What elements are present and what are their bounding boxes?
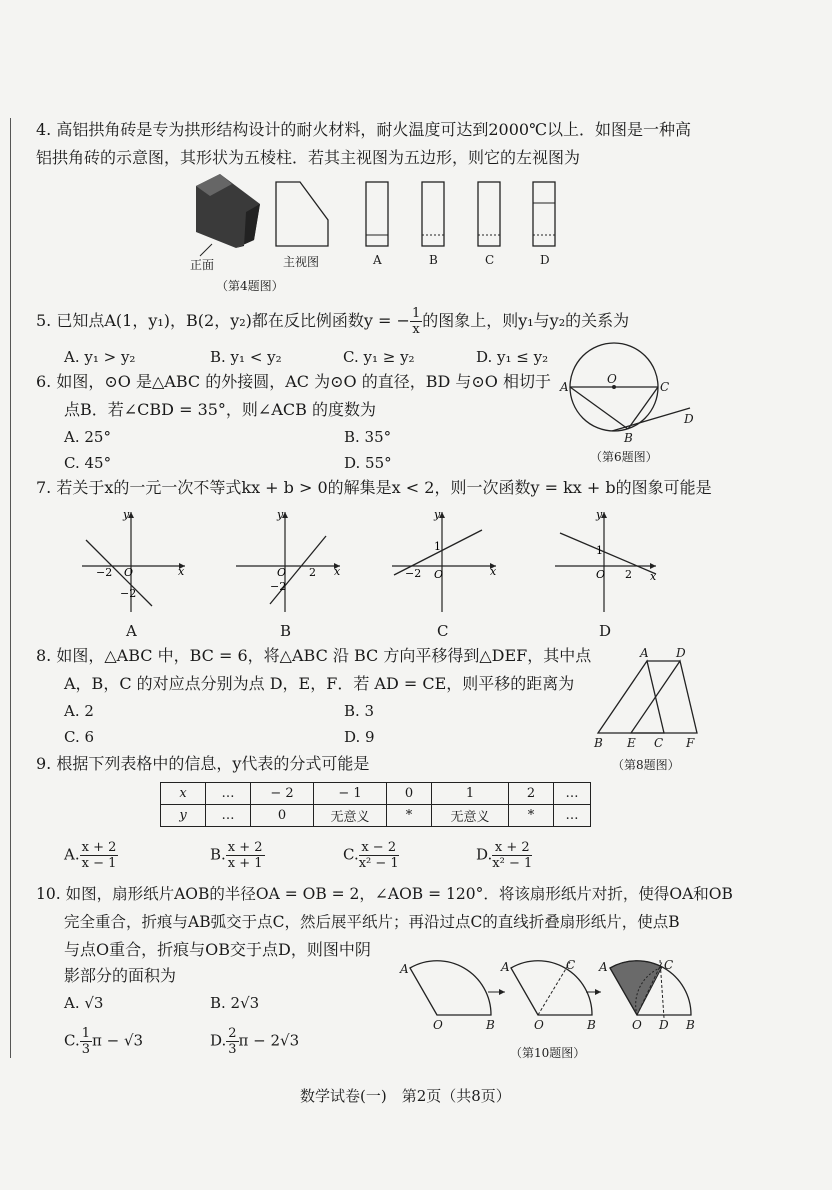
q5-frac-num: 1 [411,306,421,321]
table-cell: … [554,783,591,805]
option-label: D. [210,1031,227,1050]
q10-caption: （第10题图） [510,1046,586,1060]
q7c-o: O [434,568,444,581]
option-label: C. [343,845,359,864]
option-label: C. [64,1031,80,1050]
q7c-xint: −2 [405,567,422,580]
front-face-label: 正面 [190,258,215,272]
q4-label-a: A [373,253,382,267]
q6-label-b: B [624,431,633,445]
option-tail: π − √3 [92,1031,144,1050]
q4-label-c: C [485,253,495,267]
q5-option-c: C. y₁ ≥ y₂ [343,348,415,366]
q9-line1: 9. 根据下列表格中的信息，y代表的分式可能是 [36,754,370,773]
frac-den: 3 [228,1042,237,1057]
q7c-x: x [490,565,497,578]
q7a-x: x [178,565,185,578]
frac-den: x + 1 [227,856,263,871]
q7c-y: y [434,508,441,521]
q10-line1: 10. 如图，扇形纸片AOB的半径OA = OB = 2，∠AOB = 120°．将该扇形纸片对折，使得OA和OB [36,885,733,903]
q10-label-a3: A [599,960,608,974]
q10-line4: 影部分的面积为 [64,966,177,985]
q8-option-c: C. 6 [64,728,95,746]
table-cell: * [509,805,554,827]
q10-label-c2: C [566,958,576,972]
q7b-xint: 2 [309,566,316,579]
q7-label-c: C [437,622,449,640]
q10-label-a1: A [400,962,409,976]
frac-num: 1 [81,1026,90,1041]
q10-label-d3: D [659,1018,669,1032]
table-cell: x [161,783,206,805]
q10-label-o3: O [632,1018,642,1032]
q4-label-b: B [429,253,438,267]
table-cell: … [206,783,251,805]
q10-label-o2: O [534,1018,544,1032]
q8-label-b: B [594,736,603,750]
q4-caption: （第4题图） [216,279,284,293]
q8-label-c: C [654,736,664,750]
frac-num: x − 2 [359,840,399,856]
table-cell: * [387,805,432,827]
q6-label-a: A [560,380,569,394]
frac-den: x² − 1 [492,856,533,871]
q10-label-c3: C [664,958,674,972]
q6-label-d: D [684,412,694,426]
q8-option-a: A. 2 [64,702,94,720]
q6-option-c: C. 45° [64,454,112,472]
q7-label-d: D [599,622,612,640]
option-label: D. [476,845,493,864]
q4-line2: 铝拱角砖的示意图，其形状为五棱柱．若其主视图为五边形，则它的左视图为 [36,148,581,167]
q10-label-a2: A [501,960,510,974]
q5-text-a: 5. 已知点A(1，y₁)，B(2，y₂)都在反比例函数y = − [36,311,410,330]
q6-line1: 6. 如图，⊙O 是△ABC 的外接圆，AC 为⊙O 的直径，BD 与⊙O 相切于 [36,372,551,391]
q7a-y: y [123,508,130,521]
table-cell: − 1 [314,783,387,805]
q10-option-b: B. 2√3 [210,994,260,1012]
frac-num: x + 2 [227,840,263,855]
sector-3 [610,960,691,1018]
frac-den: x − 1 [81,856,117,871]
q7a-o: O [124,566,134,579]
q8-label-f: F [686,736,695,750]
table-cell: − 2 [251,783,314,805]
sector-2 [511,961,592,1015]
q5-option-a: A. y₁ > y₂ [64,348,136,366]
table-cell: y [161,805,206,827]
q8-option-d: D. 9 [344,728,375,746]
q4-label-d: D [540,253,550,267]
q7c-yint: 1 [434,540,441,553]
q8-label-d: D [676,646,686,660]
q6-label-o: O [607,372,617,386]
sector-1 [410,961,491,1015]
q4-line1: 4. 高铝拱角砖是专为拱形结构设计的耐火材料，耐火温度可达到2000℃以上．如图是一种高 [36,120,691,139]
q7d-yint: 1 [596,544,603,557]
page-footer: 数学试卷(一) 第2页（共8页） [300,1087,511,1105]
q7-line1: 7. 若关于x的一元一次不等式kx + b > 0的解集是x < 2，则一次函数y = kx + b的图象可能是 [36,478,712,497]
table-cell: 0 [251,805,314,827]
q10-label-b1: B [486,1018,495,1032]
q6-option-b: B. 35° [344,428,392,446]
option-label: A. [64,845,80,864]
q7b-o: O [277,566,287,579]
q7b-x: x [334,565,341,578]
q10-line2: 完全重合，折痕与AB弧交于点C，然后展平纸片；再沿过点C的直线折叠扇形纸片，使点B [64,913,680,931]
option-label: B. [210,845,226,864]
frac-den: x² − 1 [358,856,399,871]
q10-label-o1: O [433,1018,443,1032]
q5-option-b: B. y₁ < y₂ [210,348,282,366]
arrow-1 [488,989,505,995]
q10-label-b3: B [686,1018,695,1032]
table-cell: … [206,805,251,827]
q8-label-a: A [640,646,649,660]
q7a-yint: −2 [120,587,137,600]
q7b-y: y [277,508,284,521]
q7-label-b: B [280,622,292,640]
main-view-label: 主视图 [283,255,320,269]
q6-option-a: A. 25° [64,428,111,446]
q8-line2: A，B，C 的对应点分别为点 D，E，F．若 AD = CE，则平移的距离为 [64,674,575,693]
q5-text-b: 的图象上，则y₁与y₂的关系为 [422,311,630,330]
table-cell: … [554,805,591,827]
q6-label-c: C [660,380,670,394]
q6-line2: 点B．若∠CBD = 35°，则∠ACB 的度数为 [64,400,376,419]
q7d-y: y [596,508,603,521]
q7d-xint: 2 [625,568,632,581]
q7d-x: x [650,570,657,583]
q10-label-b2: B [587,1018,596,1032]
q6-caption: （第6题图） [590,450,658,464]
q8-option-b: B. 3 [344,702,375,720]
frac-den: 3 [81,1042,90,1057]
q7a-xint: −2 [96,566,113,579]
q5-frac-den: x [412,322,420,337]
q8-caption: （第8题图） [612,758,680,772]
table-cell: 2 [509,783,554,805]
q7-label-a: A [126,622,137,640]
frac-num: 2 [228,1026,237,1041]
q8-label-e: E [627,736,636,750]
table-cell: 0 [387,783,432,805]
q6-option-d: D. 55° [344,454,392,472]
q5-option-d: D. y₁ ≤ y₂ [476,348,549,366]
table-cell: 无意义 [314,805,387,827]
q10-line3: 与点O重合，折痕与OB交于点D，则图中阴 [64,940,371,959]
q10-option-a: A. √3 [64,994,104,1012]
q8-line1: 8. 如图，△ABC 中，BC = 6，将△ABC 沿 BC 方向平移得到△DEF，其中点 [36,646,592,665]
frac-num: x + 2 [81,840,117,855]
table-cell: 无意义 [432,805,509,827]
q7d-o: O [596,568,606,581]
option-tail: π − 2√3 [238,1031,300,1050]
table-cell: 1 [432,783,509,805]
frac-num: x + 2 [492,840,532,856]
q7b-yint: −2 [270,580,287,593]
